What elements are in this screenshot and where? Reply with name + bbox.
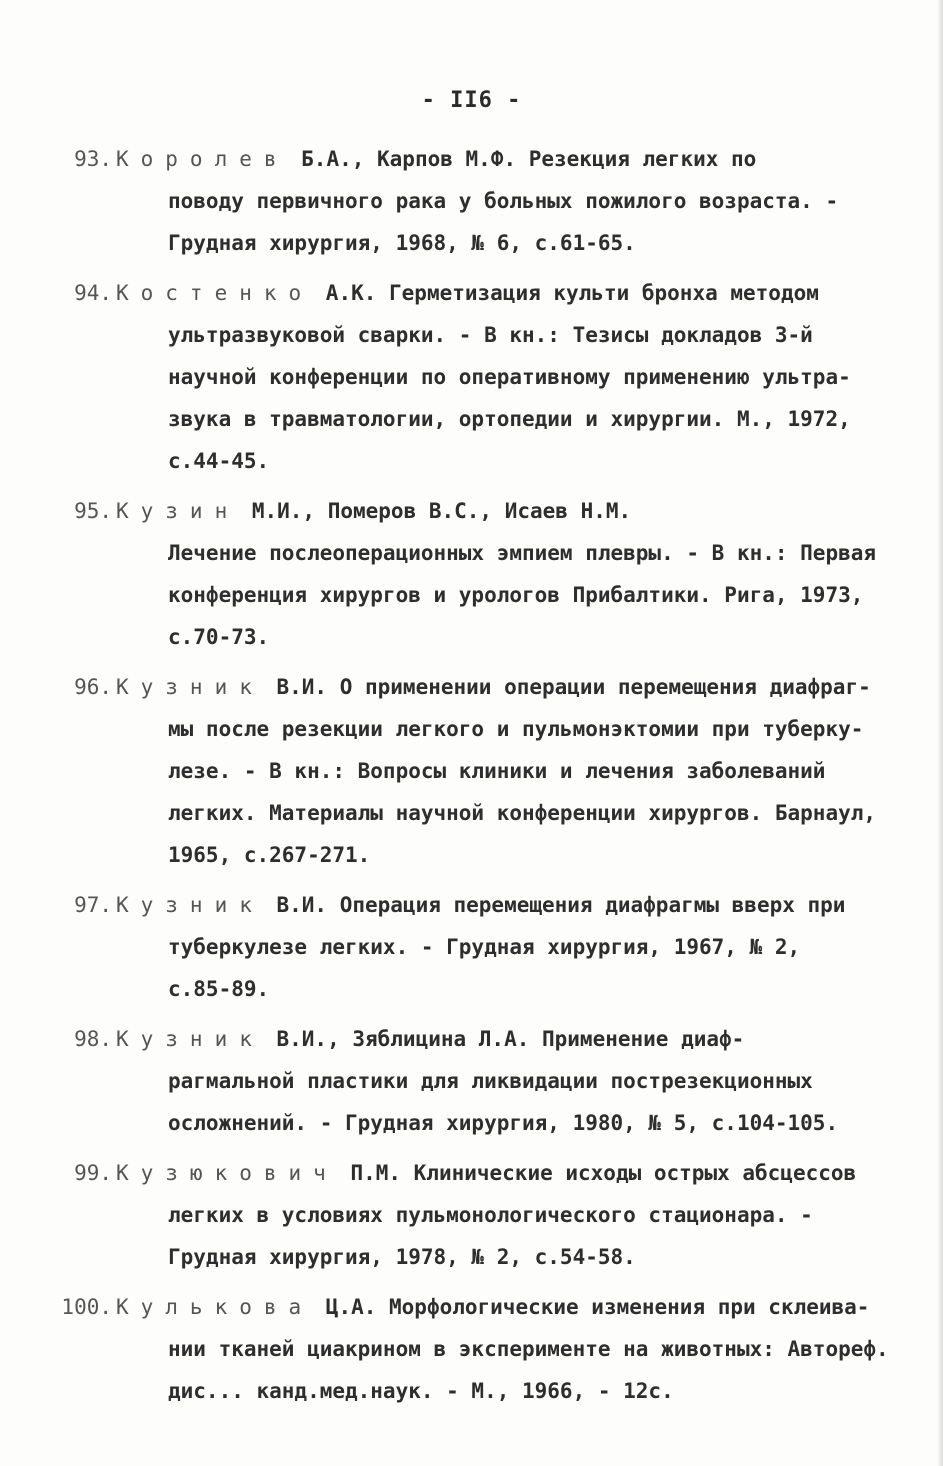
entry-number: 93.	[74, 147, 112, 171]
bibliography-entry	[50, 884, 910, 1010]
bibliography-entry	[50, 666, 910, 876]
entry-author: Кузник	[116, 893, 264, 917]
bibliography-entry	[50, 272, 910, 482]
entry-line: с.44-45.	[168, 449, 270, 473]
page-number: - II6 -	[421, 88, 522, 113]
entry-number: 97.	[74, 893, 112, 917]
bibliography-list	[50, 138, 910, 1420]
entry-text: Ц.А. Морфологические изменения при склеива-	[313, 1295, 870, 1319]
entry-number: 99.	[74, 1161, 112, 1185]
entry-number: 96.	[74, 675, 112, 699]
entry-text: В.И., Зяблицина Л.А. Применение диаф-	[263, 1027, 745, 1051]
entry-author: Кузюкович	[116, 1161, 338, 1185]
entry-author: Костенко	[116, 281, 314, 305]
entry-line: осложнений. - Грудная хирургия, 1980, № 5, с.104-105.	[168, 1111, 839, 1135]
entry-line: с.70-73.	[168, 625, 270, 649]
entry-line	[116, 138, 910, 180]
bibliography-entry	[50, 138, 910, 264]
bibliography-entry	[50, 1018, 910, 1144]
entry-line: мы после резекции легкого и пульмонэктомии при туберку-	[168, 717, 864, 741]
entry-text: М.И., Померов В.С., Исаев Н.М.	[239, 499, 632, 523]
entry-author: Кузин	[116, 499, 240, 523]
entry-line	[116, 490, 910, 532]
entry-text: А.К. Герметизация культи бронха методом	[313, 281, 819, 305]
entry-author: Кузник	[116, 1027, 264, 1051]
entry-text: В.И. Операция перемещения диафрагмы вверх при	[263, 893, 846, 917]
entry-author: Королев	[116, 147, 289, 171]
entry-line: конференция хирургов и урологов Прибалтики. Рига, 1973,	[168, 583, 864, 607]
entry-line	[116, 1018, 910, 1060]
entry-line: Грудная хирургия, 1978, № 2, с.54-58.	[168, 1245, 636, 1269]
entry-line: ультразвуковой сварки. - В кн.: Тезисы докладов 3-й	[168, 323, 813, 347]
entry-author: Кузник	[116, 675, 264, 699]
entry-text: П.М. Клинические исходы острых абсцессов	[337, 1161, 857, 1185]
entry-line: туберкулезе легких. - Грудная хирургия, 1967, № 2,	[168, 935, 801, 959]
entry-line: Грудная хирургия, 1968, № 6, с.61-65.	[168, 231, 636, 255]
bibliography-entry	[50, 490, 910, 658]
entry-line: 1965, с.267-271.	[168, 843, 371, 867]
entry-line: нии тканей циакрином в эксперименте на животных: Автореф.	[168, 1337, 889, 1361]
entry-line: звука в травматологии, ортопедии и хирургии. М., 1972,	[168, 407, 851, 431]
entry-line: дис... канд.мед.наук. - М., 1966, - 12с.	[168, 1379, 674, 1403]
entry-line: легких в условиях пульмонологического стационара. -	[168, 1203, 813, 1227]
page-edge	[937, 0, 943, 1466]
entry-line: Лечение послеоперационных эмпием плевры. - В кн.: Первая	[168, 541, 877, 565]
entry-text: В.И. О применении операции перемещения диафраг-	[263, 675, 871, 699]
entry-text: Б.А., Карпов М.Ф. Резекция легких по	[288, 147, 757, 171]
entry-line: легких. Материалы научной конференции хирургов. Барнаул,	[168, 801, 877, 825]
entry-number: 98.	[74, 1027, 112, 1051]
entry-author: Кулькова	[116, 1295, 314, 1319]
entry-number: 94.	[74, 281, 112, 305]
entry-line	[116, 884, 910, 926]
entry-line	[116, 272, 910, 314]
entry-line	[116, 1152, 910, 1194]
entry-line	[116, 1286, 910, 1328]
entry-line: с.85-89.	[168, 977, 270, 1001]
entry-number: 95.	[74, 499, 112, 523]
entry-line: научной конференции по оперативному применению ультра-	[168, 365, 851, 389]
entry-line: лезе. - В кн.: Вопросы клиники и лечения заболеваний	[168, 759, 826, 783]
entry-line	[116, 666, 910, 708]
bibliography-entry	[50, 1152, 910, 1278]
bibliography-entry	[50, 1286, 910, 1412]
entry-line: поводу первичного рака у больных пожилого возраста. -	[168, 189, 839, 213]
entry-number: 100.	[61, 1295, 112, 1319]
entry-line: рагмальной пластики для ликвидации пострезекционных	[168, 1069, 813, 1093]
